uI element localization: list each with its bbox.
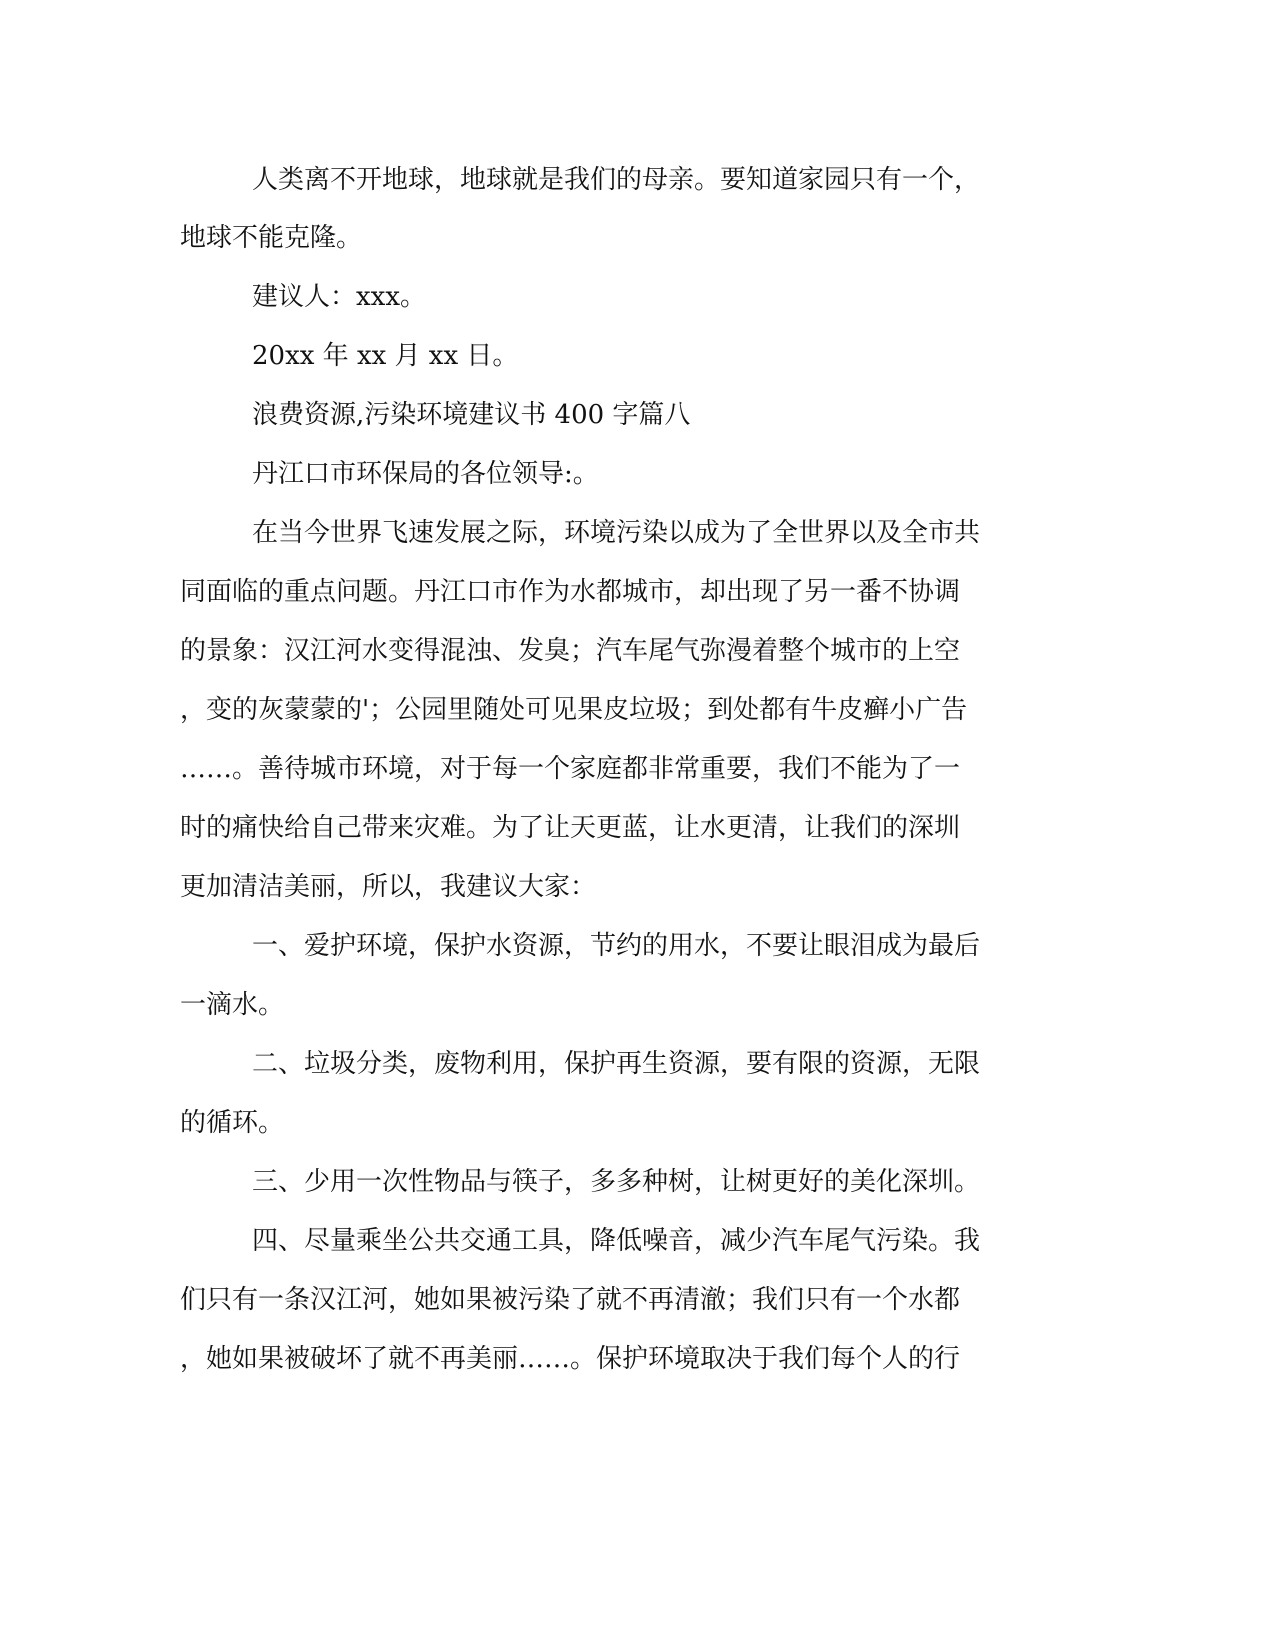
text-line-16: 二、垃圾分类，废物利用，保护再生资源，要有限的资源，无限 [252, 1049, 981, 1079]
text-line-8: 同面临的重点问题。丹江口市作为水都城市，却出现了另一番不协调 [180, 577, 961, 607]
text-line-21: ，她如果被破坏了就不再美丽……。保护环境取决于我们每个人的行 [180, 1344, 961, 1374]
text-line-2: 地球不能克隆。 [180, 223, 363, 253]
text-line-9: 的景象：汉江河水变得混浊、发臭；汽车尾气弥漫着整个城市的上空 [180, 636, 961, 666]
text-line-5: 浪费资源,污染环境建议书 400 字篇八 [252, 400, 691, 430]
text-line-1: 人类离不开地球，地球就是我们的母亲。要知道家园只有一个， [252, 165, 981, 195]
text-line-18: 三、少用一次性物品与筷子，多多种树，让树更好的美化深圳。 [252, 1167, 981, 1197]
text-line-20: 们只有一条汉江河，她如果被污染了就不再清澈；我们只有一个水都 [180, 1285, 961, 1315]
text-line-7: 在当今世界飞速发展之际，环境污染以成为了全世界以及全市共 [252, 518, 981, 548]
text-line-4: 20xx 年 xx 月 xx 日。 [252, 341, 519, 371]
text-line-17: 的循环。 [180, 1108, 285, 1138]
text-line-13: 更加清洁美丽，所以，我建议大家： [180, 872, 597, 902]
text-line-6: 丹江口市环保局的各位领导:。 [252, 459, 599, 489]
text-line-14: 一、爱护环境，保护水资源，节约的用水，不要让眼泪成为最后 [252, 931, 981, 961]
text-line-11: ……。善待城市环境，对于每一个家庭都非常重要，我们不能为了一 [180, 754, 961, 784]
text-line-12: 时的痛快给自己带来灾难。为了让天更蓝，让水更清，让我们的深圳 [180, 813, 961, 843]
text-line-19: 四、尽量乘坐公共交通工具，降低噪音，减少汽车尾气污染。我 [252, 1226, 981, 1256]
text-line-3: 建议人：xxx。 [252, 282, 426, 312]
text-line-15: 一滴水。 [180, 990, 285, 1020]
text-line-10: ，变的灰蒙蒙的'；公园里随处可见果皮垃圾；到处都有牛皮癣小广告 [180, 695, 968, 725]
